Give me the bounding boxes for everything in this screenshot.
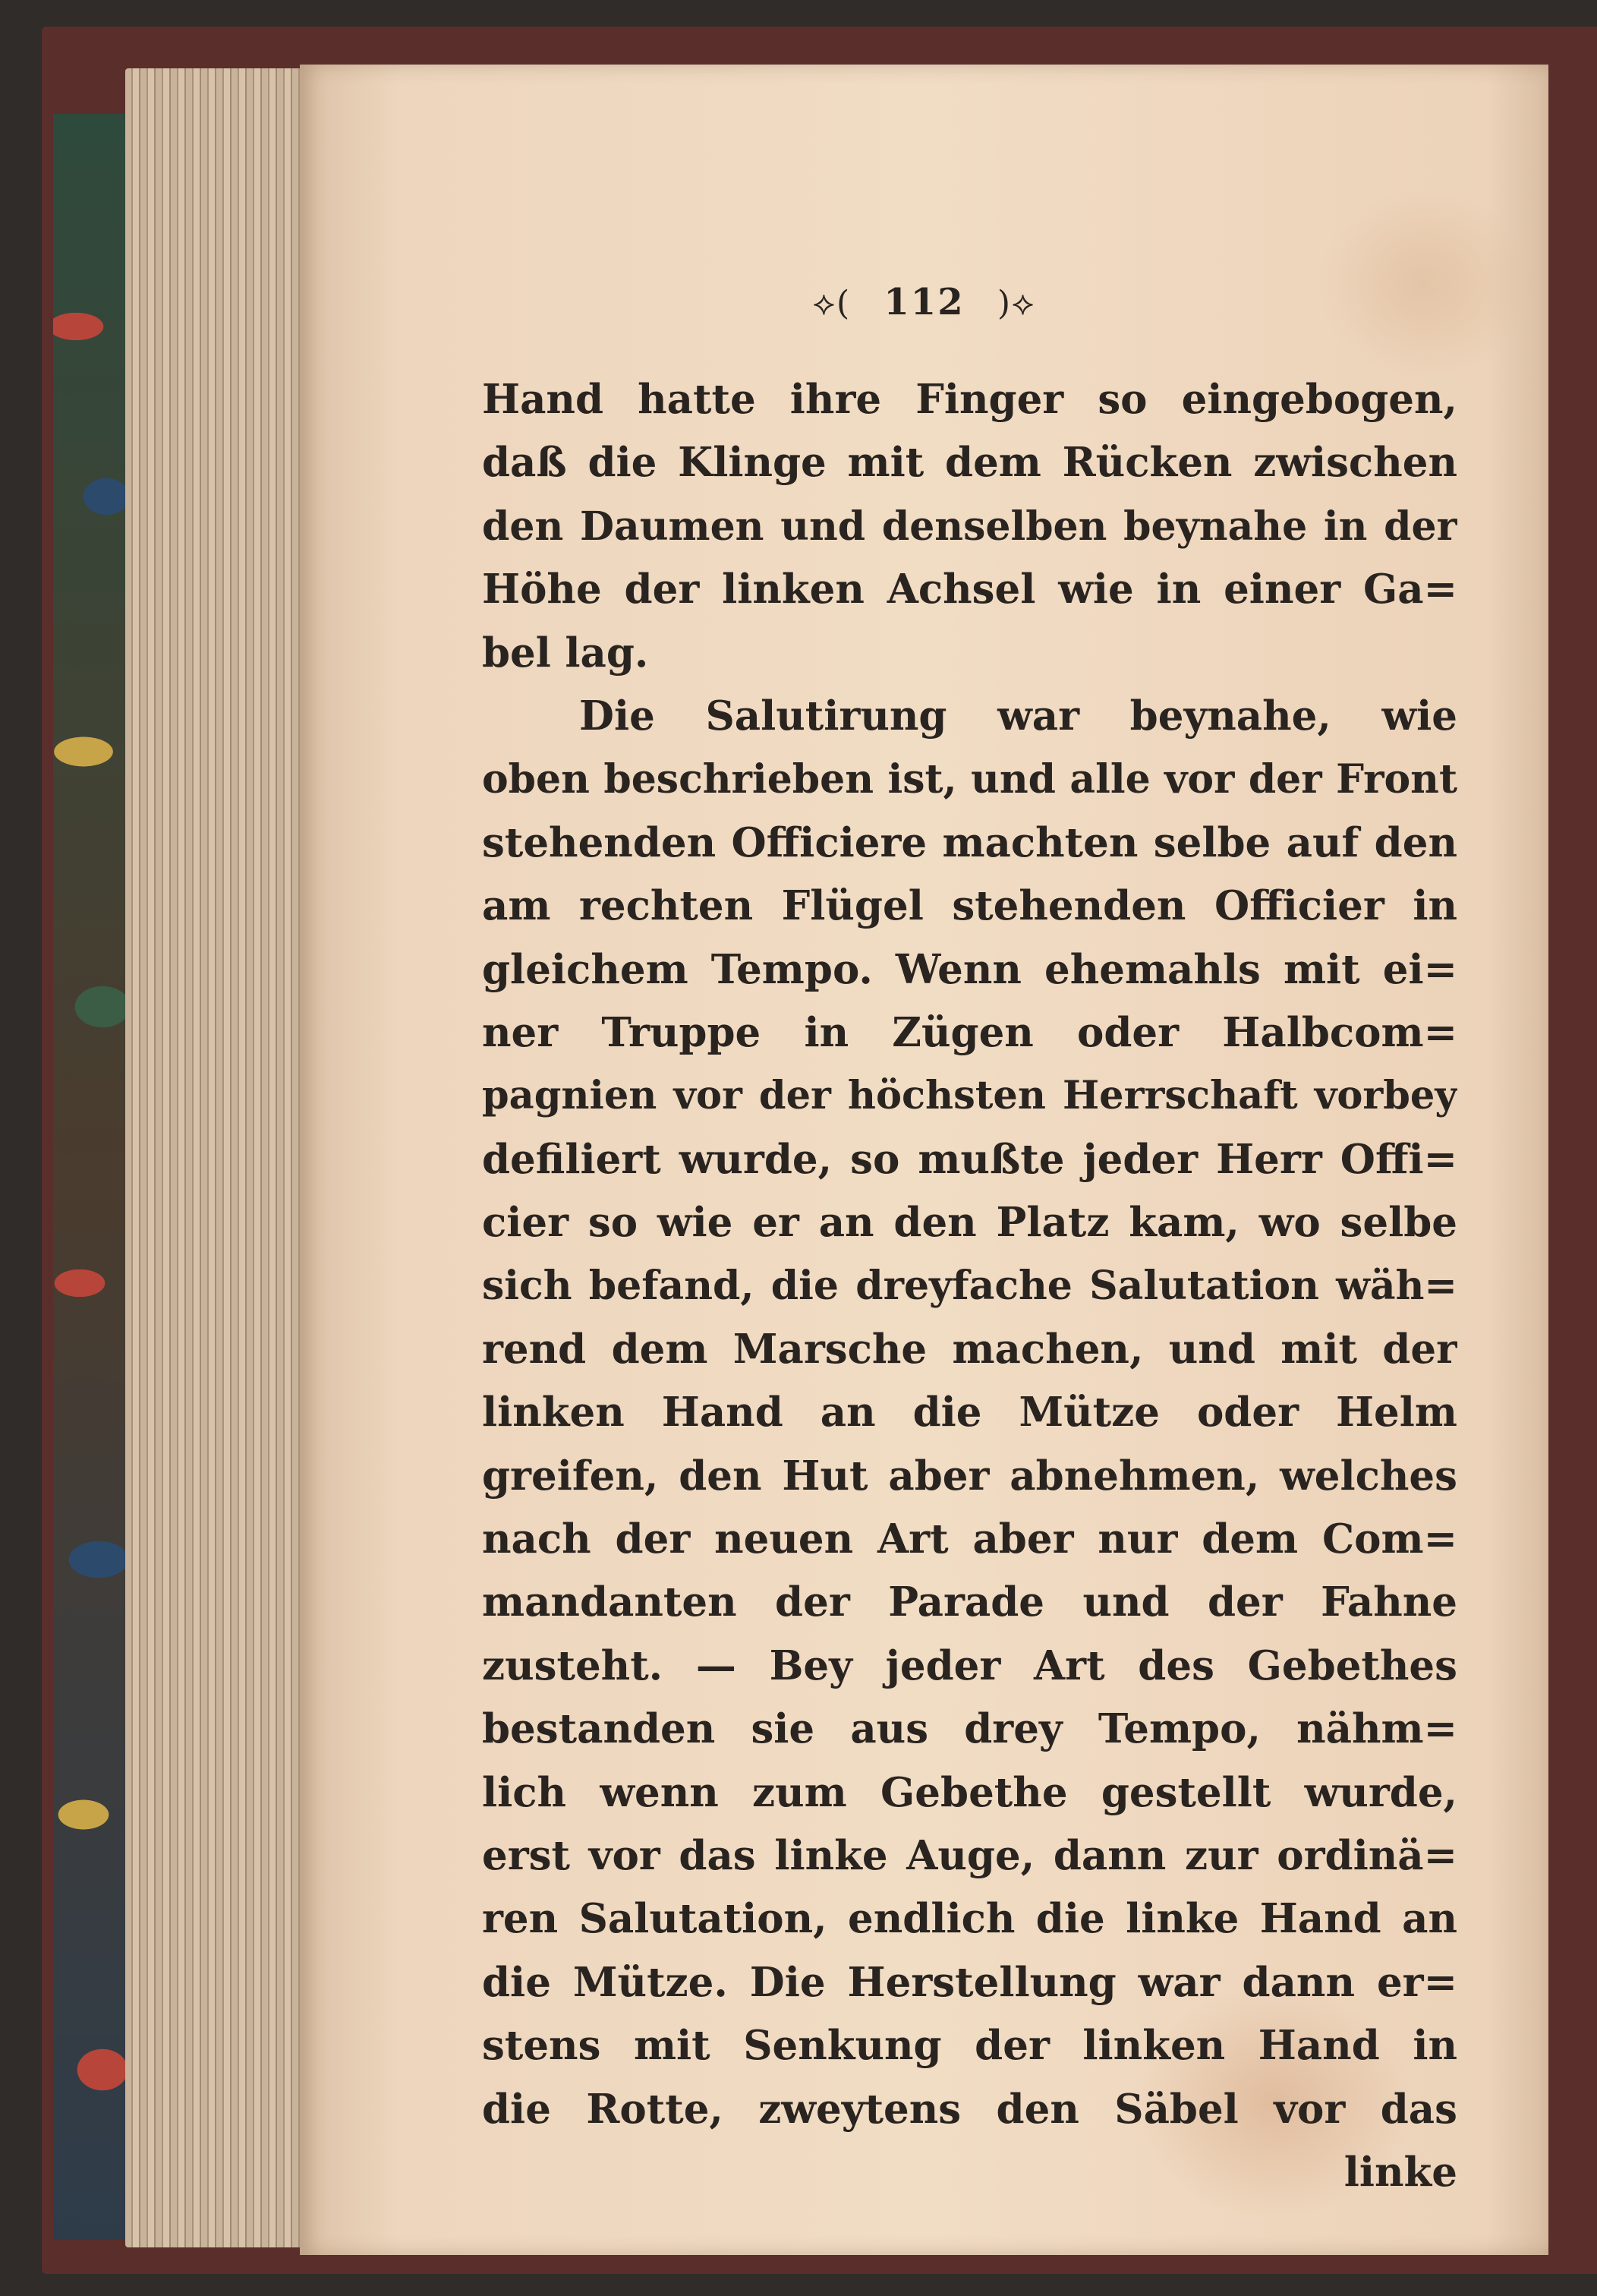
page-number: 112 bbox=[884, 281, 965, 323]
text-line: pagnien vor der höchsten Herrschaft vorbey bbox=[482, 1073, 1457, 1119]
text-line: sich befand, die dreyfache Salutation wäh= bbox=[482, 1263, 1457, 1310]
right-ornament-icon: )⟡ bbox=[997, 284, 1036, 323]
page-stack-edges bbox=[125, 68, 307, 2247]
text-line: Hand hatte ihre Finger so eingebogen, bbox=[482, 376, 1457, 423]
text-line: nach der neuen Art aber nur dem Com= bbox=[482, 1515, 1457, 1563]
left-ornament-icon: ⟡( bbox=[812, 284, 852, 323]
text-line: gleichem Tempo. Wenn ehemahls mit ei= bbox=[482, 945, 1457, 993]
body-text bbox=[482, 368, 1457, 2204]
book-page bbox=[300, 65, 1548, 2255]
text-line: den Daumen und denselben beynahe in der bbox=[482, 503, 1457, 550]
text-line: bel lag. bbox=[482, 629, 649, 676]
text-line: Die Salutirung war beynahe, wie bbox=[579, 692, 1457, 740]
text-line: defiliert wurde, so mußte jeder Herr Offi= bbox=[482, 1135, 1457, 1183]
text-line: daß die Klinge mit dem Rücken zwischen bbox=[482, 439, 1457, 487]
text-line: cier so wie er an den Platz kam, wo selbe bbox=[482, 1199, 1457, 1247]
text-line: greifen, den Hut aber abnehmen, welches bbox=[482, 1452, 1457, 1500]
text-line: die Mütze. Die Herstellung war dann er= bbox=[482, 1958, 1457, 2006]
text-line: lich wenn zum Gebethe gestellt wurde, bbox=[482, 1768, 1457, 1816]
marbled-endpaper bbox=[53, 114, 129, 2240]
text-line: bestanden sie aus drey Tempo, nähm= bbox=[482, 1705, 1457, 1753]
text-line: rend dem Marsche machen, und mit der bbox=[482, 1325, 1457, 1373]
text-line: Höhe der linken Achsel wie in einer Ga= bbox=[482, 566, 1457, 613]
page-header bbox=[300, 281, 1548, 323]
catchword: linke bbox=[1343, 2148, 1457, 2196]
text-line: zusteht. — Bey jeder Art des Gebethes bbox=[482, 1642, 1457, 1689]
text-line: stens mit Senkung der linken Hand in bbox=[482, 2022, 1457, 2070]
text-line: die Rotte, zweytens den Säbel vor das bbox=[482, 2085, 1457, 2133]
text-line: stehenden Officiere machten selbe auf den bbox=[482, 818, 1457, 866]
text-line: am rechten Flügel stehenden Officier in bbox=[482, 882, 1457, 930]
text-line: mandanten der Parade und der Fahne bbox=[482, 1578, 1457, 1626]
text-line: erst vor das linke Auge, dann zur ordinä= bbox=[482, 1831, 1457, 1879]
text-line: ren Salutation, endlich die linke Hand an bbox=[482, 1895, 1457, 1943]
text-line: linken Hand an die Mütze oder Helm bbox=[482, 1389, 1457, 1437]
text-line: ner Truppe in Zügen oder Halbcom= bbox=[482, 1008, 1457, 1056]
text-line: oben beschrieben ist, und alle vor der Front bbox=[482, 756, 1457, 803]
